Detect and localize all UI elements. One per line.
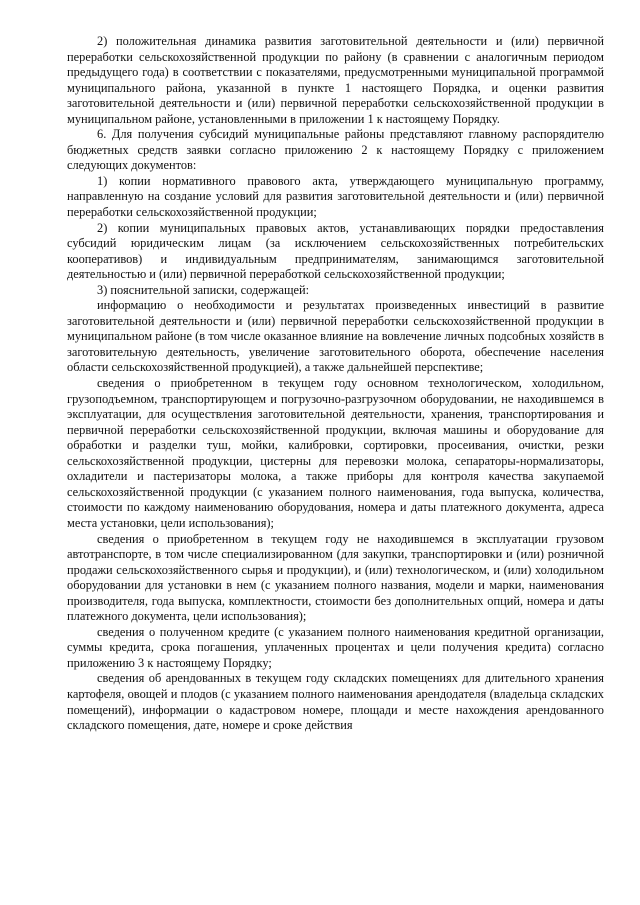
paragraph-warehouse-info: сведения об арендованных в текущем году складских помещениях для длительного хранения картофеля, овощей и плодов (с указанием полного наименования арендодателя (владельца складских помещений), информации о кадастровом номере, площади и месте нахождения арендованного складского помещения, дате, номере и сроке действия bbox=[67, 671, 604, 733]
paragraph-section-6: 6. Для получения субсидий муниципальные районы представляют главному распорядителю бюджетных средств заявки согласно приложению 2 к настоящему Порядку с приложением следующих документов: bbox=[67, 127, 604, 173]
paragraph-transport-info: сведения о приобретенном в текущем году не находившемся в эксплуатации грузовом автотранспорте, в том числе специализированном (для закупки, транспортировки и (или) розничной продажи сельскохозяйственного сырья и продукции), и (или) технологическом, и (или) холодильном оборудовании для установки в нем (с указанием полного названия, модели и марки, наименования производителя, года выпуска, комплектности, стоимости без дополнительных опций, номера и даты платежного документа, цели использования); bbox=[67, 531, 604, 624]
document-page bbox=[67, 34, 604, 734]
paragraph-item-3-note: 3) пояснительной записки, содержащей: bbox=[97, 282, 310, 297]
paragraph-credit-info: сведения о полученном кредите (с указанием полного наименования кредитной организации, суммы кредита, срока погашения, уплаченных процентах и цели получения кредита) согласно приложению 3 к настоящему Порядку; bbox=[67, 624, 604, 670]
paragraph-investment-info: информацию о необходимости и результатах произведенных инвестиций в развитие заготовительной деятельности и (или) первичной переработки сельскохозяйственной продукции в муниципальном районе (в том числе оказанное влияние на вовлечение личных подсобных хозяйств в заготовительную деятельность, увеличение заготовительного оборота, обеспечение населения области сельскохозяйственной продукцией), а также дальнейшей перспективе; bbox=[67, 298, 604, 375]
paragraph-item-2-dynamics: 2) положительная динамика развития заготовительной деятельности и (или) первичной переработки сельскохозяйственной продукции по району (в сравнении с аналогичным периодом предыдущего года) в соответствии с показателями, предусмотренными муниципальной программой муниципального района, указанной в пункте 1 настоящего Порядка, и оценки развития заготовительной деятельности и (или) первичной переработки сельскохозяйственной продукции в муниципальном районе, установленными в приложении 1 к настоящему Порядку. bbox=[67, 34, 604, 126]
paragraph-equipment-info: сведения о приобретенном в текущем году основном технологическом, холодильном, грузоподъемном, транспортирующем и погрузочно-разгрузочном оборудовании, не находившемся в эксплуатации, для осуществления заготовительной деятельности, хранения, транспортирования и первичной переработки сельскохозяйственной продукции, включая машины и оборудование для обработки и разделки туш, мойки, калибровки, сортировки, просеивания, очистки, резки сельскохозяйственной продукции, цистерны для перевозки молока, сепараторы-нормализаторы, охладители и пастеризаторы молока, а также приборы для контроля качества закупаемой сельскохозяйственной продукции (с указанием полного наименования, года выпуска, количества, стоимости по каждому наименованию оборудования, номера и даты платежного документа, адреса места установки, цели использования); bbox=[67, 376, 604, 530]
paragraph-item-1-copies: 1) копии нормативного правового акта, утверждающего муниципальную программу, направленную на создание условий для развития заготовительной деятельности и (или) первичной переработки сельскохозяйственной продукции; bbox=[67, 173, 604, 220]
paragraph-item-2-copies: 2) копии муниципальных правовых актов, устанавливающих порядки предоставления субсидий юридическим лицам (за исключением сельскохозяйственных потребительских кооперативов) и индивидуальным предпринимателям, занимающимся заготовительной деятельностью и (или) первичной переработкой сельскохозяйственной продукции; bbox=[67, 220, 604, 282]
